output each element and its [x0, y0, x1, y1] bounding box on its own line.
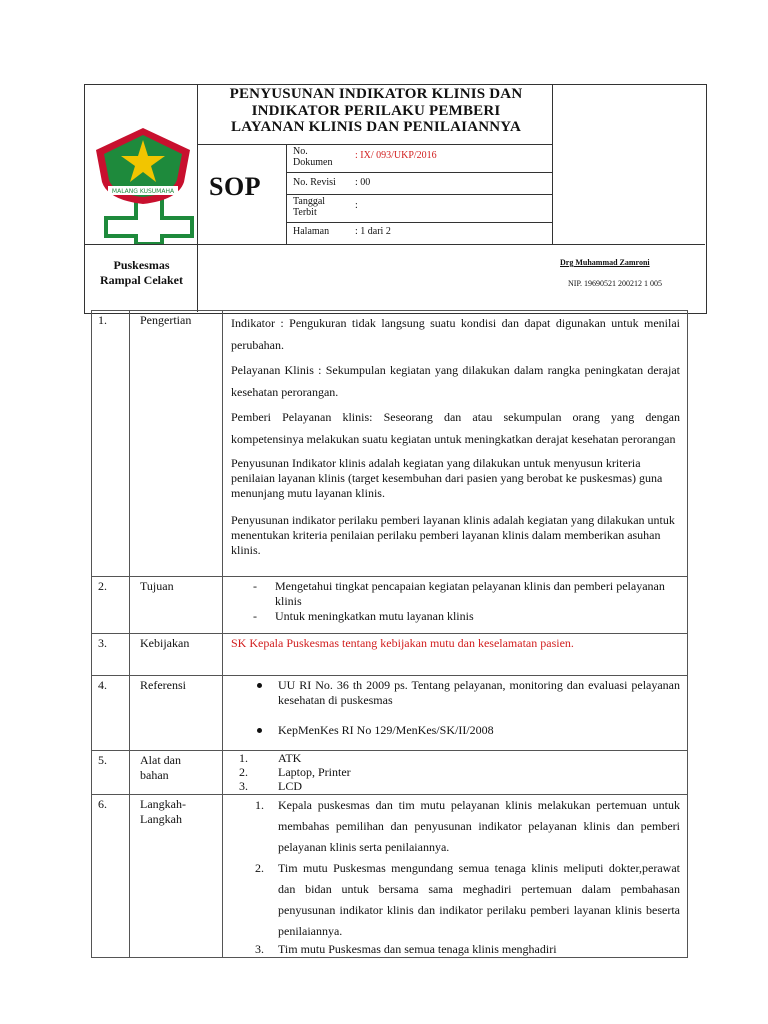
sop-label: SOP: [209, 172, 262, 201]
list-item: UU RI No. 36 th 2009 ps. Tentang pelayanan, monitoring dan evaluasi pelayanan kesehatan di puskesmas: [231, 678, 680, 708]
bullet-icon: [257, 683, 262, 688]
no-dokumen-label: No. Dokumen: [293, 146, 333, 168]
list-item: 3. Tim mutu Puskesmas dan semua tenaga klinis menghadiri: [255, 942, 557, 956]
sop-content-table: [91, 310, 688, 958]
tanggal-terbit-value: :: [355, 200, 358, 211]
puskesmas-name: Puskesmas Rampal Celaket: [100, 258, 183, 287]
tujuan-list: [231, 579, 680, 624]
list-item: KepMenKes RI No 129/MenKes/SK/II/2008: [231, 723, 680, 738]
row-content: [223, 751, 688, 795]
table-row: [92, 676, 688, 751]
row-content: [223, 577, 688, 634]
table-row: [92, 751, 688, 795]
no-revisi-value: : 00: [355, 177, 371, 188]
header-divider: [286, 194, 552, 195]
header-divider: [84, 244, 705, 245]
header-divider: [286, 172, 552, 173]
list-item: - Mengetahui tingkat pencapaian kegiatan pelayanan klinis dan pemberi pelayanan klinis: [253, 579, 665, 608]
bullet-icon: [257, 728, 262, 733]
no-dokumen-value: : IX/ 093/UKP/2016: [355, 150, 437, 161]
paragraph: Pelayanan Klinis : Sekumpulan kegiatan yang dilakukan dalam rangka peningkatan derajat kesehatan perorangan.: [231, 363, 680, 399]
row-number: 4.: [92, 676, 130, 751]
table-row: [92, 311, 688, 577]
paragraph: Penyusunan Indikator klinis adalah kegiatan yang dilakukan untuk menyusun kriteria penilaian layanan klinis (target kesembuhan dari pasien yang berobat ke puskesmas) guna menunjang mutu layanan klinis.: [231, 456, 663, 500]
document-title: PENYUSUNAN INDIKATOR KLINIS DAN INDIKATOR PERILAKU PEMBERI LAYANAN KLINIS DAN PENILAIANNYA: [229, 86, 523, 135]
row-label: Alat dan bahan: [130, 751, 223, 795]
row-label: Kebijakan: [130, 634, 223, 676]
halaman-label: Halaman: [293, 226, 330, 237]
row-number: 5.: [92, 751, 130, 795]
row-number: 2.: [92, 577, 130, 634]
list-item: - Untuk meningkatkan mutu layanan klinis: [253, 609, 474, 623]
list-item: 3. LCD: [239, 779, 302, 793]
signatory-nip: NIP. 19690521 200212 1 005: [568, 279, 663, 288]
list-item: 1. ATK: [239, 751, 302, 765]
svg-text:MALANG KUSUMAHA: MALANG KUSUMAHA: [111, 188, 175, 195]
header-divider: [197, 144, 552, 145]
header-divider: [286, 222, 552, 223]
table-row: [92, 795, 688, 958]
tanggal-terbit-label: Tanggal Terbit: [293, 196, 326, 218]
table-row: [92, 577, 688, 634]
list-item: 2. Laptop, Printer: [239, 765, 351, 779]
list-item: 1. Kepala puskesmas dan tim mutu pelayanan klinis melakukan pertemuan untuk membahas pemilihan dan penyusunan indikator pelayanan klinis dan pemberi pelayanan klinis serta penilaiannya.: [255, 798, 680, 854]
row-number: 1.: [92, 311, 130, 577]
row-content: SK Kepala Puskesmas tentang kebijakan mutu dan keselamatan pasien.: [223, 634, 688, 676]
row-label: Pengertian: [130, 311, 223, 577]
paragraph: Penyusunan indikator perilaku pemberi layanan klinis adalah kegiatan yang dilakukan untuk menentukan kriteria penilaian perilaku pemberi layanan klinis dalam memberikan asuhan klinis.: [231, 513, 675, 557]
paragraph: Pemberi Pelayanan klinis: Seseorang dan atau sekumpulan orang yang dengan kompetensinya melakukan suatu kegiatan untuk meningkatkan derajat kesehatan perorangan: [231, 410, 680, 446]
no-revisi-label: No. Revisi: [293, 177, 336, 188]
row-label: Referensi: [130, 676, 223, 751]
paragraph: Indikator : Pengukuran tidak langsung suatu kondisi dan dapat digunakan untuk menilai perubahan.: [231, 316, 680, 352]
list-item: 2. Tim mutu Puskesmas mengundang semua tenaga klinis meliputi dokter,perawat dan bidan untuk bersama sama meghadiri pertemuan dalam pembahasan penyusunan indikator klinis dan indikator perilaku pemberi layanan klinis beserta penilaiannya.: [255, 861, 680, 938]
row-content: [223, 676, 688, 751]
table-row: [92, 634, 688, 676]
row-label: Tujuan: [130, 577, 223, 634]
halaman-value: : 1 dari 2: [355, 226, 391, 237]
row-number: 3.: [92, 634, 130, 676]
row-number: 6.: [92, 795, 130, 958]
city-logo-icon: [88, 120, 198, 244]
signatory-name: Drg Muhammad Zamroni: [560, 258, 650, 267]
row-content: [223, 311, 688, 577]
row-label: Langkah- Langkah: [130, 795, 223, 958]
row-content: [223, 795, 688, 958]
